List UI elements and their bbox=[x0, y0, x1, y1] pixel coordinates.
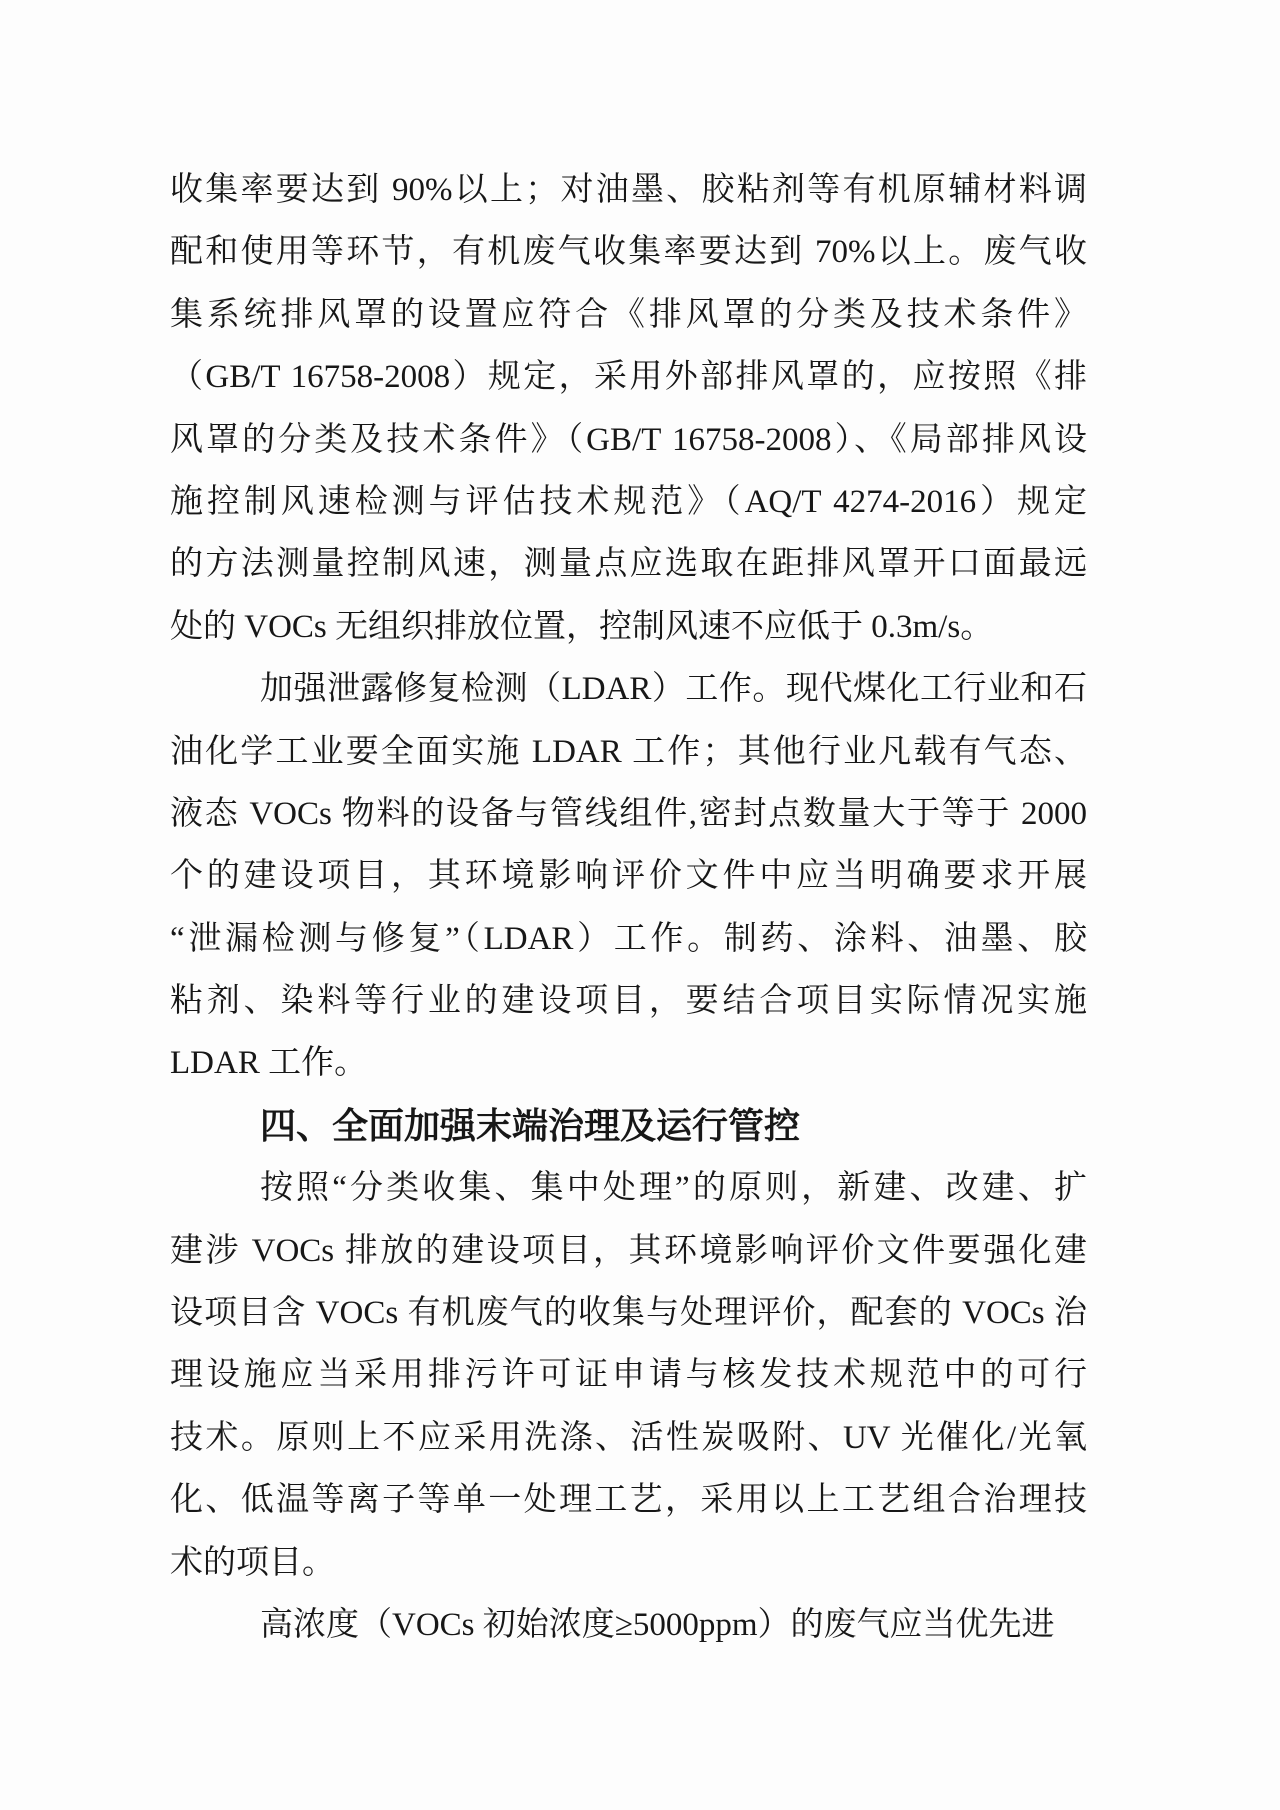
body-text-line: 建涉 VOCs 排放的建设项目，其环境影响评价文件要强化建 bbox=[170, 1232, 1087, 1269]
body-text-line: LDAR 工作。 bbox=[170, 1045, 368, 1082]
body-text-line: （GB/T 16758-2008）规定，采用外部排风罩的，应按照《排 bbox=[170, 359, 1087, 396]
body-text-line: 设项目含 VOCs 有机废气的收集与处理评价，配套的 VOCs 治 bbox=[170, 1295, 1087, 1332]
text-block bbox=[170, 159, 1087, 1656]
body-text-line: 按照“分类收集、集中处理”的原则，新建、改建、扩 bbox=[260, 1170, 1087, 1207]
body-text-line: 集系统排风罩的设置应符合《排风罩的分类及技术条件》 bbox=[170, 296, 1087, 333]
body-text-line: 处的 VOCs 无组织排放位置，控制风速不应低于 0.3m/s。 bbox=[170, 608, 994, 645]
body-text-line: 施控制风速检测与评估技术规范》（AQ/T 4274-2016）规定 bbox=[170, 483, 1087, 520]
body-text-line: “泄漏检测与修复”（LDAR）工作。制药、涂料、油墨、胶 bbox=[170, 920, 1087, 957]
body-text-line: 粘剂、染料等行业的建设项目，要结合项目实际情况实施 bbox=[170, 983, 1087, 1020]
body-text-line: 配和使用等环节，有机废气收集率要达到 70%以上。废气收 bbox=[170, 234, 1087, 271]
body-text-line: 风罩的分类及技术条件》（GB/T 16758-2008）、《局部排风设 bbox=[170, 421, 1087, 458]
body-text-line: 高浓度（VOCs 初始浓度≥5000ppm）的废气应当优先进 bbox=[260, 1606, 1055, 1643]
body-text-line: 化、低温等离子等单一处理工艺，采用以上工艺组合治理技 bbox=[170, 1482, 1087, 1519]
body-text-line: 收集率要达到 90%以上；对油墨、胶粘剂等有机原辅材料调 bbox=[170, 172, 1087, 208]
body-text-line: 加强泄露修复检测（LDAR）工作。现代煤化工行业和石 bbox=[260, 671, 1087, 708]
section-heading: 四、全面加强末端治理及运行管控 bbox=[260, 1104, 801, 1146]
body-text-line: 技术。原则上不应采用洗涤、活性炭吸附、UV 光催化/光氧 bbox=[170, 1419, 1087, 1456]
body-text-line: 液态 VOCs 物料的设备与管线组件,密封点数量大于等于 2000 bbox=[170, 795, 1087, 832]
body-text-line: 理设施应当采用排污许可证申请与核发技术规范中的可行 bbox=[170, 1357, 1087, 1394]
body-text-line: 术的项目。 bbox=[170, 1544, 335, 1581]
body-text-line: 个的建设项目，其环境影响评价文件中应当明确要求开展 bbox=[170, 858, 1087, 895]
body-text-line: 油化学工业要全面实施 LDAR 工作；其他行业凡载有气态、 bbox=[170, 733, 1087, 770]
body-text-line: 的方法测量控制风速，测量点应选取在距排风罩开口面最远 bbox=[170, 546, 1087, 583]
